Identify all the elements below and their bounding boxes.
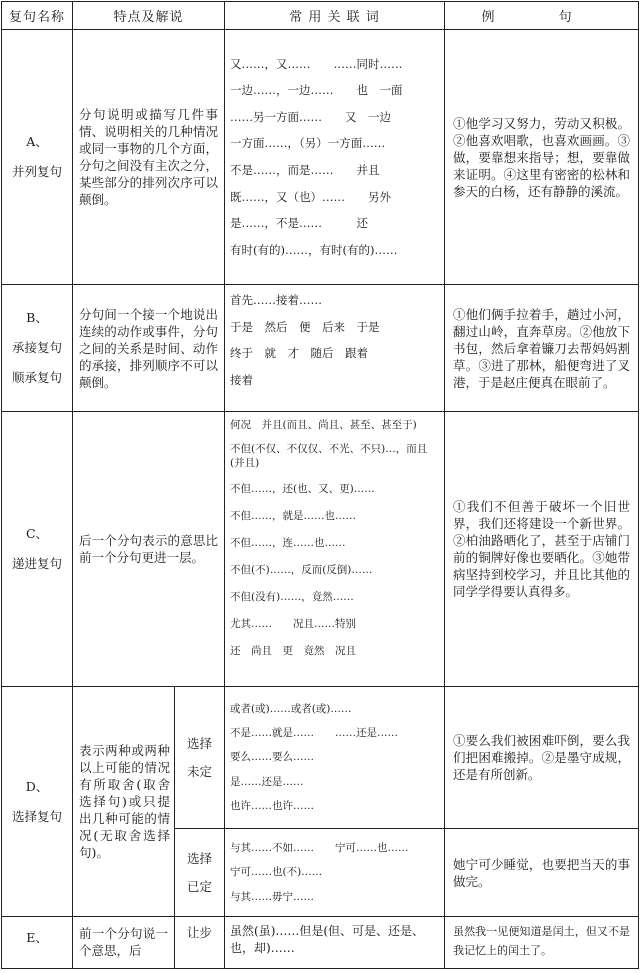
desc-cell: 前一个分句说一个意思，后	[73, 917, 175, 969]
connective-line: 是……还是……	[230, 775, 304, 788]
name-letter: B、	[26, 310, 48, 325]
connective-line: 一方面……，（另）一方面……	[230, 136, 386, 151]
connective-line: 宁可……也(不)……	[230, 866, 323, 879]
subtype-label: 选择	[187, 735, 213, 751]
connective-line: 或者(或)……或者(或)……	[230, 702, 352, 715]
subtype-label: 已定	[187, 878, 213, 894]
name-cell	[2, 30, 73, 285]
connective-line: 是……，不是…… 还	[230, 216, 369, 231]
words-cell	[225, 412, 445, 687]
header-words: 常 用 关 联 词	[225, 2, 445, 30]
connective-line: 与其……毋宁……	[230, 890, 315, 903]
connective-line: 不但……，就是……也……	[230, 510, 357, 522]
header-name: 复句名称	[2, 2, 73, 30]
example-cell: 虽然我一见便知道是闰土，但又不是我记忆上的闰土了。	[445, 917, 639, 969]
connective-line: 尤其…… 况且……特别	[230, 618, 357, 630]
connective-line: 也许……也许……	[230, 800, 315, 813]
connective-line: 还 尚且 更 竟然 况且	[230, 645, 357, 657]
name-letter: D、	[25, 778, 49, 794]
words-cell	[225, 687, 445, 829]
header-desc: 特点及解说	[73, 2, 225, 30]
words-cell	[225, 30, 445, 285]
connective-line: 有时(有的)……，有时(有的)……	[230, 242, 398, 257]
name-cell	[2, 412, 73, 687]
connective-line: 于是 然后 便 后来 于是	[230, 319, 380, 334]
connective-line: 何况 并且(而且、尚且、甚至、甚至于)	[230, 419, 417, 431]
connective-line: 一边……，一边…… 也 一面	[230, 83, 403, 98]
subtype-label: 未定	[187, 763, 213, 779]
name-label: 并列复句	[11, 164, 62, 179]
header-row	[2, 2, 639, 30]
words-cell	[225, 917, 445, 969]
example-cell: ①我们不但善于破坏一个旧世界，我们还将建设一个新世界。②柏油路晒化了，甚至于店铺门前的铜牌好像也要晒化。③她带病坚持到校学习，并且比其他的同学学得要认真得多。	[445, 412, 639, 687]
desc-cell: 后一个分句表示的意思比前一个分句更进一层。	[73, 412, 225, 687]
desc-cell: 表示两种或两种以上可能的情况有所取舍(取舍选择句)或只提出几种可能的情况(无取舍选择句)。	[73, 687, 175, 917]
connective-line: 不但(没有)……，竟然……	[230, 591, 354, 603]
connective-line: 不但(不仅、不仅仅、不光、不只)…，而且(并且)	[230, 443, 428, 469]
desc-cell: 分句间一个接一个地说出连续的动作或事件，分句之间的关系是时间、动作的承接，排列顺序不可以颠倒。	[73, 285, 225, 412]
row-progressive	[2, 412, 639, 687]
words-cell	[225, 829, 445, 917]
name-label-alt: 顺承复句	[11, 370, 62, 385]
example-cell: ①要么我们被困难吓倒，要么我们把困难搬掉。②是墨守成规，还是有所创新。	[445, 687, 639, 829]
name-cell	[2, 687, 73, 917]
subtype-cell	[175, 687, 225, 829]
name-letter: C、	[25, 526, 49, 541]
subtype-label: 选择	[187, 850, 213, 866]
connective-line: 不但(不)……，反而(反倒)……	[230, 564, 373, 576]
header-example: 例 句	[445, 2, 639, 30]
subtype-cell: 让步	[175, 917, 225, 969]
name-letter: A、	[26, 134, 48, 149]
connective-line: 既……，又（也）…… 另外	[230, 189, 392, 204]
example-cell: ①他学习又努力，劳动又积极。②他喜欢唱歌，也喜欢画画。③做，要靠想来指导；想，要靠做来证明。④这里有密密的松林和参天的白杨，还有静静的溪流。	[445, 30, 639, 285]
row-concession	[2, 917, 639, 969]
desc-cell: 分句说明或描写几件事情、说明相关的几种情况或同一事物的几个方面，分句之间没有主次之分，某些部分的排列次序可以颠倒。	[73, 30, 225, 285]
connective-line: 不但……，连……也……	[230, 537, 346, 549]
connective-line: 不是……就是…… ……还是……	[230, 726, 399, 739]
example-cell: ①他们俩手拉着手，趟过小河，翻过山岭，直奔草房。②他放下书包，然后拿着镰刀去帮妈妈割草。③进了那林，船便弯进了叉港，于是赵庄便真在眼前了。	[445, 285, 639, 412]
connective-line: 接着	[230, 372, 254, 387]
connective-line: ……另一方面…… 又 一边	[230, 109, 392, 124]
name-cell	[2, 285, 73, 412]
connective-line: 首先……接着……	[230, 293, 323, 307]
row-choice-undecided	[2, 687, 639, 829]
example-cell: 她宁可少睡觉，也要把当天的事做完。	[445, 829, 639, 917]
connective-line: 虽然(虽)……但是(但、可是、还是、也，却)……	[230, 924, 425, 955]
name-letter: E、	[26, 930, 48, 945]
row-parallel	[2, 30, 639, 285]
connective-line: 不是……，而是…… 并且	[230, 163, 380, 177]
connective-line: 要么……要么……	[230, 751, 315, 764]
name-label: 递进复句	[11, 556, 62, 571]
connective-line: 又……，又…… ……同时……	[230, 56, 403, 71]
row-sequential	[2, 285, 639, 412]
name-label: 承接复句	[11, 340, 62, 355]
connective-line: 不但……，还(也、又、更)……	[230, 483, 375, 495]
name-cell	[2, 917, 73, 969]
connective-line: 与其……不如…… 宁可……也……	[230, 841, 409, 854]
subtype-cell	[175, 829, 225, 917]
name-label: 选择复句	[11, 808, 62, 824]
connective-line: 终于 就 才 随后 跟着	[230, 346, 369, 361]
complex-sentence-table	[1, 1, 639, 969]
words-cell	[225, 285, 445, 412]
